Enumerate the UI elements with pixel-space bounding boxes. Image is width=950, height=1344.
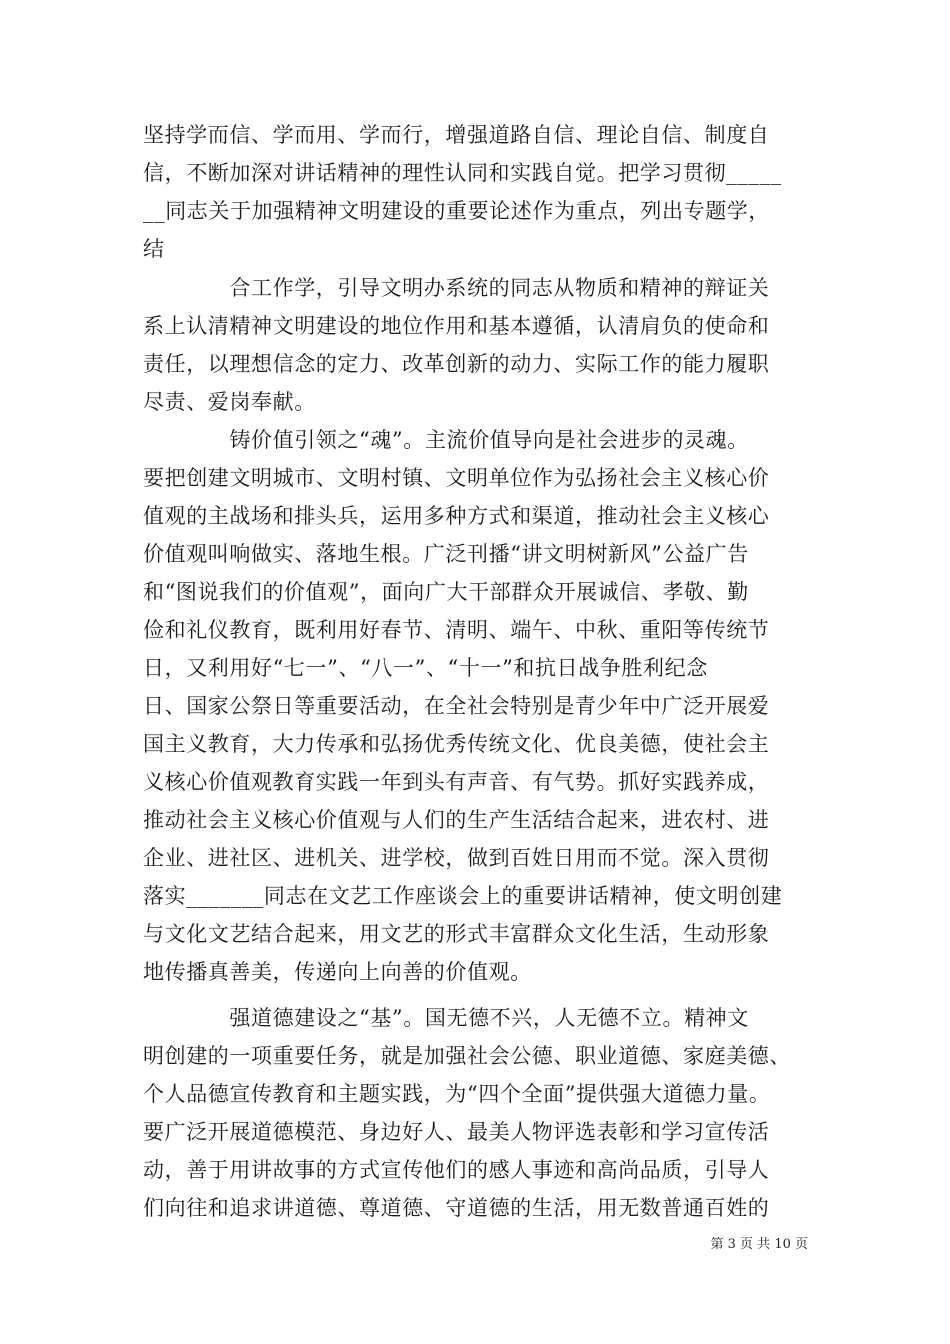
text-line: 俭和礼仪教育，既利用好春节、清明、端午、中秋、重阳等传统节 xyxy=(143,618,770,642)
page-number: 第 3 页 共 10 页 xyxy=(710,1237,808,1252)
text-line: 价值观叫响做实、落地生根。广泛刊播“讲文明树新风”公益广告 xyxy=(143,542,749,566)
text-line: __同志关于加强精神文明建设的重要论述作为重点，列出专题学， xyxy=(143,199,770,223)
text-line: 日，又利用好“七一”、“八一”、“十一”和抗日战争胜利纪念 xyxy=(143,656,708,680)
text-line: 们向往和追求讲道德、尊道德、守道德的生活，用无数普通百姓的 xyxy=(143,1196,770,1220)
text-line: 个人品德宣传教育和主题实践，为“四个全面”提供强大道德力量。 xyxy=(143,1082,771,1106)
text-line: 企业、进社区、进机关、进学校，做到百姓日用而不觉。深入贯彻 xyxy=(143,846,770,870)
text-line: 动，善于用讲故事的方式宣传他们的感人事迹和高尚品质，引导人 xyxy=(143,1158,770,1182)
text-line: 义核心价值观教育实践一年到头有声音、有气势。抓好实践养成， xyxy=(143,770,770,794)
text-line: 合工作学，引导文明办系统的同志从物质和精神的辩证关 xyxy=(143,276,770,300)
text-line: 值观的主战场和排头兵，运用多种方式和渠道，推动社会主义核心 xyxy=(143,504,770,528)
paragraph-4 xyxy=(143,999,815,1227)
text-line: 日、国家公祭日等重要活动，在全社会特别是青少年中广泛开展爱 xyxy=(143,694,770,718)
text-line: 坚持学而信、学而用、学而行，增强道路自信、理论自信、制度自 xyxy=(143,123,770,147)
text-line: 信，不断加深对讲话精神的理性认同和实践自觉。把学习贯彻_____ xyxy=(143,161,782,185)
text-line: 铸价值引领之“魂”。主流价值导向是社会进步的灵魂。 xyxy=(143,428,749,452)
text-line: 国主义教育，大力传承和弘扬优秀传统文化、优良美德，使社会主 xyxy=(143,732,770,756)
text-line: 尽责、爱岗奉献。 xyxy=(143,390,316,414)
text-line: 和“图说我们的价值观”，面向广大干部群众开展诚信、孝敬、勤 xyxy=(143,580,749,604)
paragraph-2 xyxy=(143,269,815,421)
text-line: 强道德建设之“基”。国无德不兴，人无德不立。精神文 xyxy=(143,1006,749,1030)
text-line: 明创建的一项重要任务，就是加强社会公德、职业道德、家庭美德、 xyxy=(143,1044,791,1068)
text-line: 结 xyxy=(143,237,165,261)
text-line: 推动社会主义核心价值观与人们的生产生活结合起来，进农村、进 xyxy=(143,808,770,832)
text-line: 落实_______同志在文艺工作座谈会上的重要讲话精神，使文明创建 xyxy=(143,884,783,908)
text-line: 系上认清精神文明建设的地位作用和基本遵循，认清肩负的使命和 xyxy=(143,314,770,338)
text-line: 责任，以理想信念的定力、改革创新的动力、实际工作的能力履职 xyxy=(143,352,770,376)
paragraph-3 xyxy=(143,421,815,991)
text-line: 要广泛开展道德模范、身边好人、最美人物评选表彰和学习宣传活 xyxy=(143,1120,770,1144)
text-line: 与文化文艺结合起来，用文艺的形式丰富群众文化生活，生动形象 xyxy=(143,922,770,946)
paragraph-1 xyxy=(143,116,815,268)
text-line: 要把创建文明城市、文明村镇、文明单位作为弘扬社会主义核心价 xyxy=(143,466,770,490)
text-line: 地传播真善美，传递向上向善的价值观。 xyxy=(143,960,532,984)
